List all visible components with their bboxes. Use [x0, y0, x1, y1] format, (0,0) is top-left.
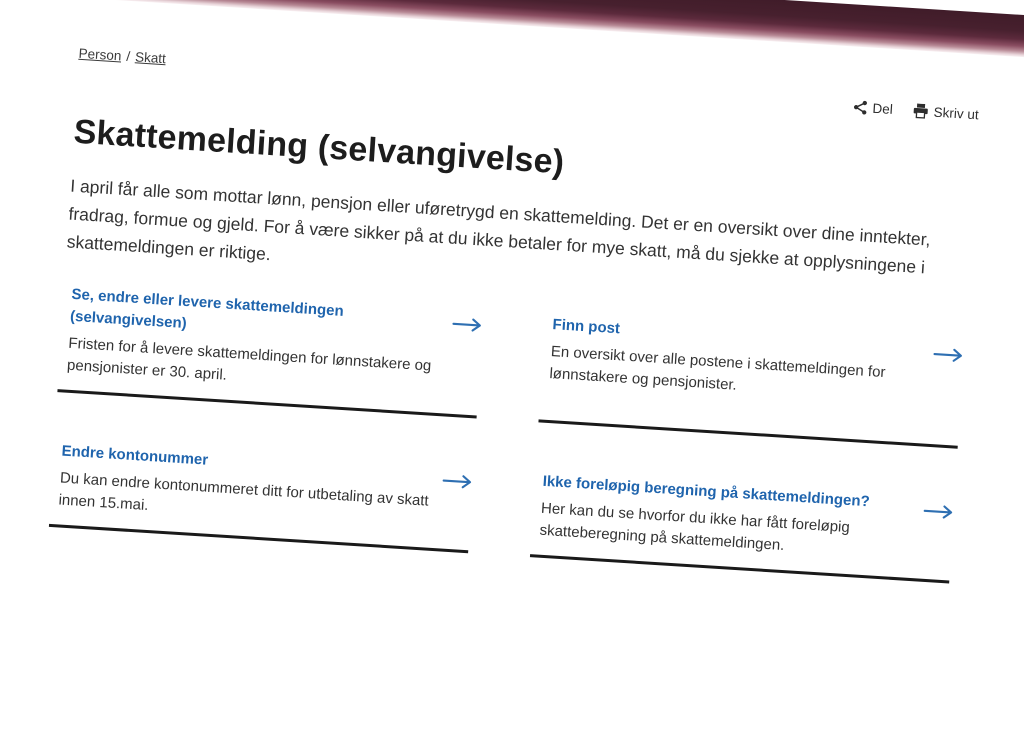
card-body: Fristen for å levere skattemeldingen for lønnstakere og pensjonister er 30. april.: [66, 334, 432, 384]
card-endre-kontonummer[interactable]: [49, 440, 474, 553]
arrow-right-icon[interactable]: [923, 503, 954, 526]
page-content: [49, 46, 979, 584]
top-row: [78, 46, 979, 123]
share-label: Del: [872, 100, 894, 117]
card-ikke-forelopig-beregning[interactable]: [530, 470, 955, 583]
card-body: En oversikt over alle postene i skattemeldingen for lønnstakere og pensjonister.: [548, 343, 886, 394]
page-title: Skattemelding (selvangivelse): [72, 112, 566, 182]
link-card-grid: [49, 283, 965, 583]
page-actions: [852, 99, 979, 122]
arrow-right-icon[interactable]: [933, 346, 964, 369]
share-button[interactable]: [852, 99, 893, 116]
print-label: Skriv ut: [933, 104, 980, 123]
breadcrumb-link-person[interactable]: Person: [78, 45, 122, 64]
share-icon: [852, 99, 868, 115]
card-body: Her kan du se hvorfor du ikke har fått foreløpig skatteberegning på skattemeldingen.: [539, 499, 851, 555]
card-title[interactable]: Finn post: [552, 316, 621, 338]
breadcrumb-link-skatt[interactable]: Skatt: [134, 49, 167, 67]
card-title[interactable]: Ikke foreløpig beregning på skattemeldingen?: [542, 472, 871, 511]
card-title[interactable]: Se, endre eller levere skattemeldingen (selvangivelsen): [69, 285, 345, 333]
card-title[interactable]: Endre kontonummer: [61, 442, 209, 469]
intro-paragraph: I april får alle som mottar lønn, pensjon eller uføretrygd en skattemelding. Det er en oversikt over dine inntekter, fradrag, formue og gjeld. For å være sikker på at du ikke betaler for mye skatt, må du sjekke at opplysningene i skattemeldingen er riktige.: [66, 175, 932, 278]
arrow-right-icon[interactable]: [452, 316, 483, 339]
breadcrumb-separator: /: [125, 48, 131, 64]
printer-icon: [912, 103, 929, 119]
breadcrumb: [78, 46, 166, 66]
print-button[interactable]: [912, 103, 979, 122]
card-body: Du kan endre kontonummeret ditt for utbetaling av skatt innen 15.mai.: [58, 469, 430, 515]
card-se-endre-levere[interactable]: [57, 283, 483, 418]
card-finn-post[interactable]: [538, 314, 964, 449]
arrow-right-icon[interactable]: [442, 472, 473, 495]
